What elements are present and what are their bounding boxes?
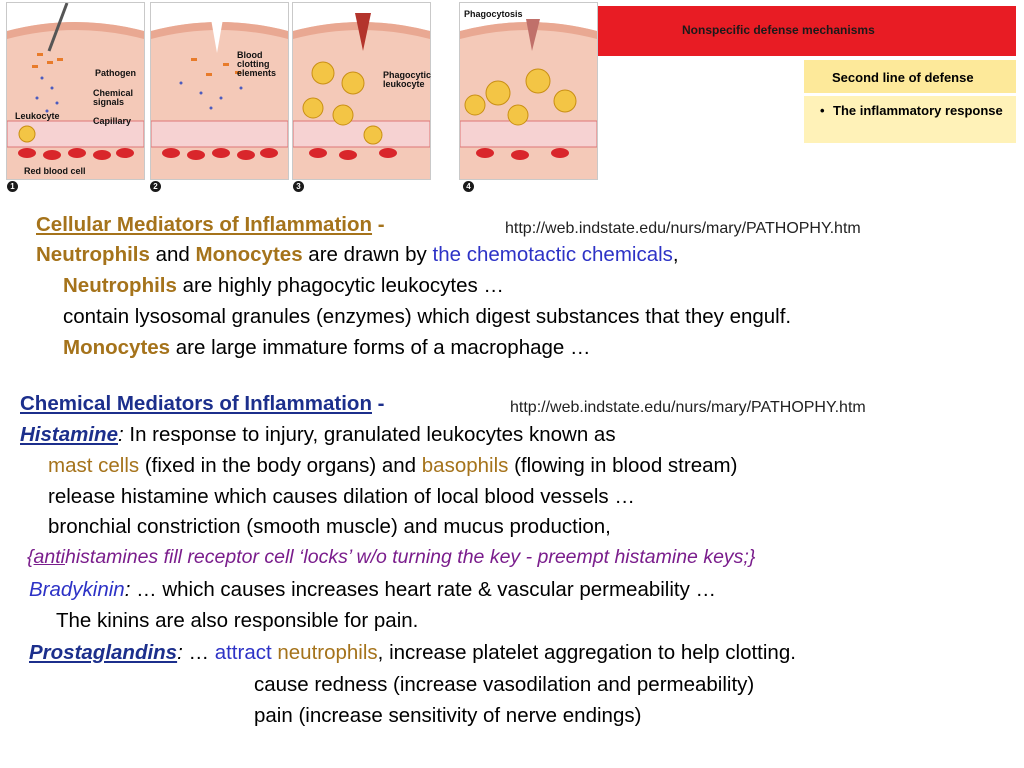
bradykinin-line-1 <box>29 578 716 602</box>
text-segment: are drawn by <box>302 243 433 266</box>
cellular-line-3: contain lysosomal granules (enzymes) which digest substances that they engulf. <box>63 305 792 328</box>
text-segment: (flowing in blood stream) <box>508 454 738 477</box>
illustration-panel-2 <box>150 2 289 180</box>
bullet-box <box>804 96 1016 143</box>
histamine-line-3: release histamine which causes dilation of local blood vessels … <box>48 485 635 508</box>
term-monocytes: Monocytes <box>63 336 171 359</box>
term-prostaglandins: Prostaglandins <box>29 641 178 664</box>
step-number-4: 4 <box>463 181 474 192</box>
term-neutrophils: Neutrophils <box>63 274 177 297</box>
cellular-line-4 <box>63 336 591 360</box>
panel-label-phagocytosis: Phagocytosis <box>464 9 523 19</box>
chemical-source-link[interactable]: http://web.indstate.edu/nurs/mary/PATHOPHY.htm <box>510 399 866 416</box>
text-segment: : <box>124 578 131 601</box>
text-segment: anti <box>33 546 65 568</box>
panel-label-red-blood-cell: Red blood cell <box>24 166 86 176</box>
inflammation-stage-4-drawing <box>460 3 597 179</box>
prostaglandins-line-2: cause redness (increase vasodilation and permeability) <box>254 673 755 696</box>
header-title: Nonspecific defense mechanisms <box>682 23 875 37</box>
text-segment: are large immature forms of a macrophage … <box>170 336 591 359</box>
illustration-panel-3 <box>292 2 431 180</box>
illustration-panel-1 <box>6 2 145 180</box>
text-segment: … which causes increases heart rate & vascular permeability … <box>130 578 717 601</box>
subtitle-box <box>804 60 1016 93</box>
term-histamine: Histamine <box>20 423 118 446</box>
chemical-heading: Chemical Mediators of Inflammation <box>20 392 372 415</box>
text-segment: … <box>182 641 215 664</box>
prostaglandins-line-1 <box>29 641 796 665</box>
text-segment: and <box>149 243 196 266</box>
step-number-3: 3 <box>293 181 304 192</box>
text-segment: histamines fill receptor cell ‘locks’ w/o turning the key - preempt histamine keys;} <box>64 546 756 568</box>
text-segment: In response to injury, granulated leukocytes known as <box>123 423 616 446</box>
text-segment: : <box>117 423 124 446</box>
cellular-heading-line <box>36 213 385 237</box>
text-segment: , increase platelet aggregation to help clotting. <box>377 641 796 664</box>
subtitle-text: Second line of defense <box>832 70 974 85</box>
term-mast-cells: mast cells <box>48 454 140 477</box>
term-monocytes: Monocytes <box>195 243 303 266</box>
histamine-line-1 <box>20 423 616 447</box>
step-number-1: 1 <box>7 181 18 192</box>
bullet-text: The inflammatory response <box>833 103 1003 118</box>
illustration-panel-4 <box>459 2 598 180</box>
text-segment: , <box>672 243 679 266</box>
cellular-line-2 <box>63 274 504 298</box>
header-red-bar <box>598 6 1016 56</box>
cellular-heading: Cellular Mediators of Inflammation <box>36 213 373 236</box>
panel-label-capillary: Capillary <box>93 116 132 126</box>
antihistamine-note <box>27 545 755 569</box>
panel-label-chemical-signals: Chemical signals <box>93 88 134 107</box>
inflammation-stage-2-drawing <box>151 3 288 179</box>
text-segment: { <box>27 546 34 568</box>
panel-label-leukocyte: Leukocyte <box>15 111 60 121</box>
histamine-line-4: bronchial constriction (smooth muscle) and mucus production, <box>48 515 611 538</box>
term-neutrophils: neutrophils <box>277 641 378 664</box>
chemical-heading-line <box>20 392 385 416</box>
chemical-heading-dash: - <box>371 392 385 415</box>
term-bradykinin: Bradykinin <box>29 578 125 601</box>
panel-label-blood-clotting-elements: Blood clotting elements <box>237 50 277 78</box>
cellular-line-1 <box>36 243 679 267</box>
step-number-2: 2 <box>150 181 161 192</box>
term-neutrophils: Neutrophils <box>36 243 150 266</box>
term-chemotactic-chemicals: the chemotactic chemicals <box>432 243 673 266</box>
panel-label-pathogen: Pathogen <box>95 68 137 78</box>
bullet-marker: • <box>820 103 825 118</box>
text-segment: are highly phagocytic leukocytes … <box>176 274 504 297</box>
text-segment: : <box>177 641 183 664</box>
inflammation-stage-3-drawing <box>293 3 430 179</box>
term-attract: attract <box>214 641 272 664</box>
prostaglandins-line-3: pain (increase sensitivity of nerve endings) <box>254 704 642 727</box>
cellular-heading-dash: - <box>372 213 385 236</box>
text-segment: (fixed in the body organs) and <box>139 454 422 477</box>
bradykinin-line-2: The kinins are also responsible for pain. <box>56 609 419 632</box>
cellular-source-link[interactable]: http://web.indstate.edu/nurs/mary/PATHOPHY.htm <box>505 220 861 237</box>
term-basophils: basophils <box>421 454 509 477</box>
panel-label-phagocytic-leukocyte: Phagocytic leukocyte <box>383 70 432 89</box>
histamine-line-2 <box>48 454 737 478</box>
